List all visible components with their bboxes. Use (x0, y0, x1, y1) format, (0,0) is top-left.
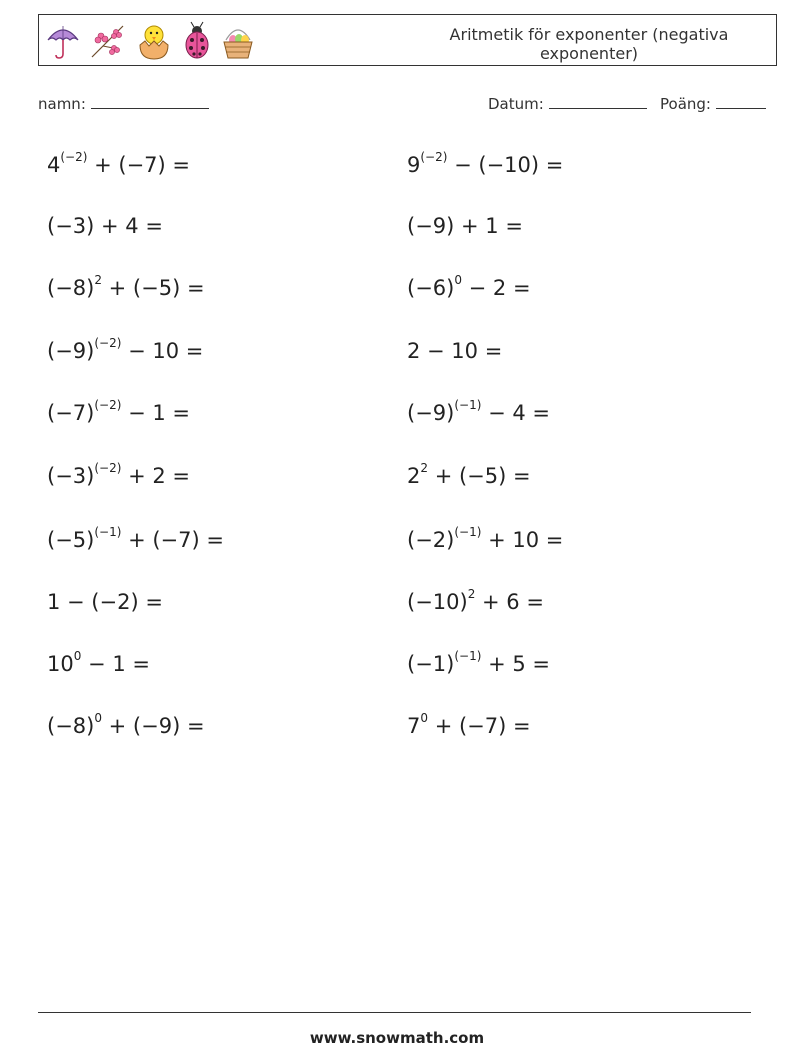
footer-url[interactable]: www.snowmath.com (309, 1029, 485, 1047)
problem-item: $(-8)^0 + (-9)$ = (47, 711, 205, 738)
score-label: Poäng: (660, 95, 711, 113)
name-label: namn: (38, 95, 86, 113)
problem-item: $9^{(-2)} - (-10)$ = (407, 150, 564, 177)
score-field (660, 94, 766, 113)
problem-item: $(-7)^{(-2)} - 1$ = (47, 398, 190, 425)
problem-item: $(-2)^{(-1)} + 10$ = (407, 525, 564, 552)
footer-divider (38, 1012, 751, 1013)
problem-item: $(-8)^2 + (-5)$ = (47, 273, 205, 300)
problem-item: $(-5)^{(-1)} + (-7)$ = (47, 525, 224, 552)
umbrella-icon (45, 22, 81, 60)
problem-item: (−9) + 1 = (407, 214, 523, 238)
worksheet-header (38, 14, 777, 66)
problem-item: 1 − (−2) = (47, 590, 163, 614)
problem-item: $7^0 + (-7)$ = (407, 711, 531, 738)
problem-item: $(-3)^{(-2)} + 2$ = (47, 461, 190, 488)
name-field (38, 94, 209, 113)
date-label: Datum: (488, 95, 544, 113)
decoration-icons (45, 21, 255, 61)
problem-item: $(-1)^{(-1)} + 5$ = (407, 649, 550, 676)
problem-item: $(-6)^0 - 2$ = (407, 273, 531, 300)
name-blank[interactable] (91, 94, 209, 109)
problem-item: $4^{(-2)} + (-7)$ = (47, 150, 190, 177)
hatching-chick-icon (135, 21, 173, 61)
ladybug-icon (181, 21, 213, 61)
date-field (488, 94, 647, 113)
flower-branch-icon (89, 22, 127, 60)
worksheet-title: Aritmetik för exponenter (negativa exponenter) (449, 25, 729, 63)
problem-item: $2^2 + (-5)$ = (407, 461, 531, 488)
problem-item: $(-10)^2 + 6$ = (407, 587, 544, 614)
problem-item: $(-9)^{(-2)} - 10$ = (47, 336, 204, 363)
problem-item: 2 − 10 = (407, 339, 503, 363)
easter-basket-icon (221, 22, 255, 60)
problem-item: $10^0 - 1$ = (47, 649, 150, 676)
score-blank[interactable] (716, 94, 766, 109)
problem-item: $(-9)^{(-1)} - 4$ = (407, 398, 550, 425)
date-blank[interactable] (549, 94, 647, 109)
problem-item: (−3) + 4 = (47, 214, 163, 238)
